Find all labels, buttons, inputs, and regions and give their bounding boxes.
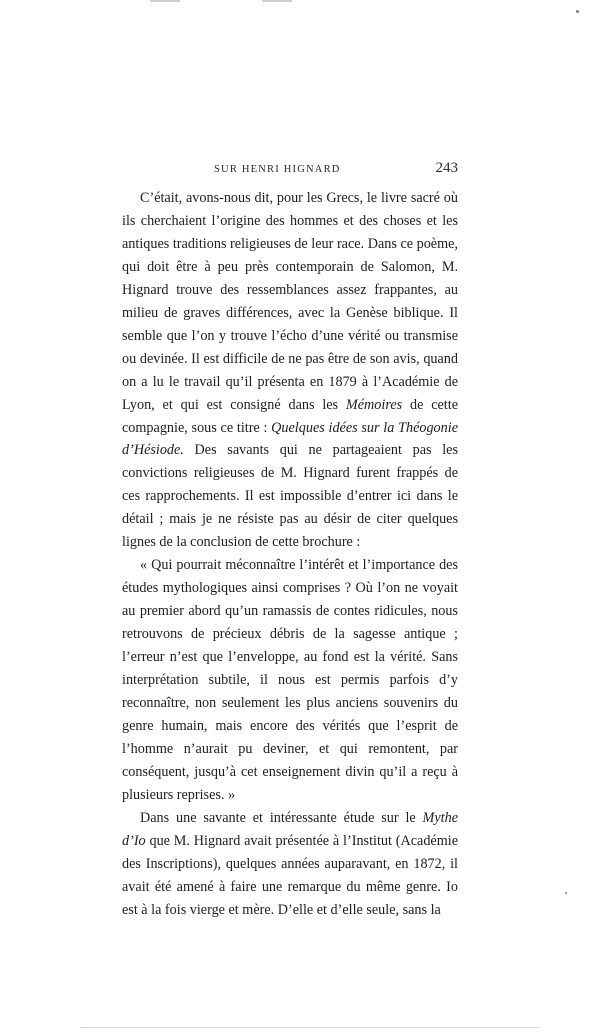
scan-edge-mark xyxy=(262,0,292,2)
body-text xyxy=(122,187,458,922)
italic-title: Mythe d’Io xyxy=(122,809,458,849)
running-title: SUR HENRI HIGNARD xyxy=(214,164,341,175)
paragraph xyxy=(122,187,458,554)
scan-edge-mark xyxy=(150,0,180,2)
page-number: 243 xyxy=(435,160,458,176)
paragraph xyxy=(122,807,458,922)
scan-speck xyxy=(565,892,567,894)
italic-title: Mémoires xyxy=(345,396,403,413)
paragraph-text: Des savants qui ne partageaient pas les convictions religieuses de M. Hignard furent frappés de ces rapprochements. Il est impossible d’entrer ici dans le détail ; mais je ne résiste pas au désir de citer quelques lignes de la conclusion de cette brochure : xyxy=(122,442,458,551)
paragraph-text: Dans une savante et intéressante étude sur le xyxy=(140,809,423,826)
quotation-paragraph: « Qui pourrait méconnaître l’intérêt et l’importance des études mythologiques ainsi comprises ? Où l’on ne voyait au premier abord qu’un ramassis de contes ridicules, nous retrouvons de précieux débris de la sagesse antique ; l’erreur n’est que l’enveloppe, au fond est la vérité. Sans interprétation subtile, il nous est permis parfois d’y reconnaître, non seulement les plus anciens souvenirs du genre humain, mais encore des vérités que l’esprit de l’homme n’aurait pu deviner, et qui remontent, par conséquent, jusqu’à cet enseignement divin qu’il a reçu à plusieurs reprises. » xyxy=(122,557,458,803)
scan-speck xyxy=(80,1027,540,1028)
paragraph-text: que M. Hignard avait présentée à l’Institut (Académie des Inscriptions), quelques années auparavant, en 1872, il avait été amené à faire une remarque du même genre. Io est à la fois vierge et mère. D’elle et d’elle seule, sans la xyxy=(122,832,458,918)
italic-title: Quelques idées sur la Théogonie d’Hésiode. xyxy=(122,419,458,459)
paragraph-text: de cette compagnie, sous ce titre : xyxy=(122,396,458,436)
scan-speck xyxy=(576,10,579,13)
paragraph-text: C’était, avons-nous dit, pour les Grecs, le livre sacré où ils cherchaient l’origine des hommes et des choses et les antiques traditions religieuses de leur race. Dans ce poème, qui doit être à peu près contemporain de Salomon, M. Hignard trouve des ressemblances assez frappantes, au milieu de graves différences, avec la Genèse biblique. Il semble que l’on y trouve l’écho d’une vérité ou transmise ou devinée. Il est difficile de ne pas être de son avis, quand on a lu le travail qu’il présenta en 1879 à l’Académie de Lyon, et qui est consigné dans les xyxy=(122,190,458,413)
running-header xyxy=(122,160,458,184)
